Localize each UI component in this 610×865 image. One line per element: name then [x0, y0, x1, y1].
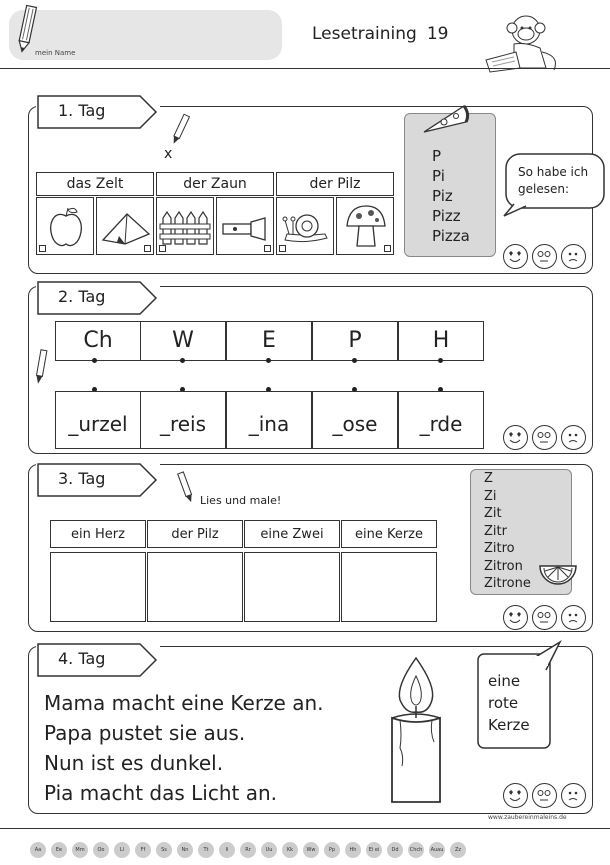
pencil-icon [33, 348, 49, 386]
day3-word-cell [341, 520, 437, 548]
drawing-box[interactable] [244, 552, 340, 622]
answer-checkbox[interactable] [279, 245, 286, 252]
pizza-icon [420, 102, 472, 138]
name-label: mein Name [35, 49, 76, 57]
day1-word-cell [276, 172, 394, 196]
footer-letter: Tt [198, 842, 214, 858]
footer-letter: Zz [450, 842, 466, 858]
picture-cell-fence[interactable] [156, 197, 214, 255]
word-ending: _reis [159, 412, 207, 436]
footer-letter: Auau [429, 842, 445, 858]
day4-tag [36, 640, 160, 680]
syllable: Zitr [484, 523, 507, 539]
syllable: Pizz [432, 207, 461, 225]
rating-love-face[interactable] [503, 783, 528, 808]
rating-neutral-face[interactable] [532, 425, 557, 450]
pencil-icon [170, 112, 190, 148]
bubble-word: Kerze [488, 716, 530, 734]
rating-neutral-face[interactable] [532, 244, 557, 269]
letter-cell [55, 321, 141, 361]
monkey-reading-illustration [476, 12, 566, 74]
footer-letter: Dd [387, 842, 403, 858]
answer-checkbox[interactable] [144, 245, 151, 252]
syllable: Zit [484, 506, 502, 521]
day3-word: der Pilz [171, 527, 219, 542]
day1-tag [36, 92, 160, 132]
syllable: Zi [484, 488, 497, 504]
rating-love-face[interactable] [503, 605, 528, 630]
day1-word: der Zaun [183, 176, 247, 192]
day3-word-cell [147, 520, 243, 548]
footer-letter: Mm [72, 842, 88, 858]
day1-word: das Zelt [66, 176, 124, 192]
letter: W [172, 328, 194, 353]
day3-tag [36, 460, 160, 500]
syllable: Piz [432, 187, 453, 205]
day2-tag [36, 278, 160, 318]
day4-tag-label: 4. Tag [58, 649, 106, 668]
footer-letter: Ll [114, 842, 130, 858]
title-number: 19 [426, 24, 449, 44]
bubble-word: eine [488, 672, 521, 690]
picture-cell-snail[interactable] [276, 197, 334, 255]
day3-word-cell [244, 520, 340, 548]
ending-cell [226, 391, 312, 449]
footer-letter: Chch [408, 842, 424, 858]
page-title [312, 24, 448, 44]
footer-letter: Rr [240, 842, 256, 858]
answer-checkbox[interactable] [159, 245, 166, 252]
letter-cell [140, 321, 226, 361]
picture-cell-flashlight[interactable] [216, 197, 274, 255]
picture-cell-apple[interactable] [36, 197, 94, 255]
bubble-word: rote [488, 694, 519, 712]
letter-cell [398, 321, 484, 361]
letter: H [432, 328, 450, 353]
footer-letter: Ss [156, 842, 172, 858]
drawing-box[interactable] [50, 552, 146, 622]
letter: P [348, 328, 362, 353]
day3-instruction: Lies und male! [200, 494, 282, 507]
credit-link[interactable]: www.zaubereinmaleins.de [488, 814, 567, 821]
ending-cell [398, 391, 484, 449]
answer-checkbox[interactable] [384, 245, 391, 252]
pencil-icon [176, 470, 196, 506]
name-field[interactable] [9, 10, 282, 60]
day3-tag-label: 3. Tag [58, 469, 106, 488]
ending-cell [55, 391, 141, 449]
footer-letter: Ww [303, 842, 319, 858]
picture-cell-tent[interactable] [96, 197, 154, 255]
rating-sad-face[interactable] [561, 783, 586, 808]
syllable: Z [484, 471, 493, 486]
ending-cell [312, 391, 398, 449]
day3-word: eine Zwei [260, 527, 324, 542]
connect-dot[interactable] [352, 358, 357, 363]
footer-letter: Ee [51, 842, 67, 858]
syllable: Pizza [432, 227, 470, 245]
footer-letter: Ii [219, 842, 235, 858]
day3-word: eine Kerze [354, 527, 424, 542]
day3-syllables [484, 470, 531, 593]
footer-letter: Aa [30, 842, 46, 858]
day2-tag-label: 2. Tag [58, 287, 106, 306]
picture-cell-mushroom[interactable] [336, 197, 394, 255]
rating-love-face[interactable] [503, 244, 528, 269]
syllable: P [432, 147, 442, 165]
day3-word: ein Herz [71, 527, 125, 542]
word-ending: _ose [332, 412, 378, 436]
pencil-icon [13, 2, 41, 54]
rating-sad-face[interactable] [561, 425, 586, 450]
reading-line: Pia macht das Licht an. [44, 781, 277, 805]
connect-dot[interactable] [266, 358, 271, 363]
speech-bubble-text: So habe ich gelesen: [518, 165, 589, 196]
day1-word-cell [156, 172, 274, 196]
footer-divider [0, 828, 610, 829]
letter: Ch [83, 328, 113, 353]
syllable: Pi [432, 167, 445, 185]
header-divider [0, 68, 610, 69]
footer-letter: Nn [177, 842, 193, 858]
rating-neutral-face[interactable] [532, 605, 557, 630]
footer-letter: Kk [282, 842, 298, 858]
letter-cell [312, 321, 398, 361]
day4-reading-text [44, 688, 324, 808]
drawing-box[interactable] [341, 552, 437, 622]
footer-letter: Hh [345, 842, 361, 858]
day1-syllables [432, 146, 470, 246]
rating-neutral-face[interactable] [532, 783, 557, 808]
day1-word-cell [36, 172, 154, 196]
ending-cell [140, 391, 226, 449]
connect-dot[interactable] [180, 358, 185, 363]
title-text: Lesetraining [312, 24, 417, 44]
reading-line: Nun ist es dunkel. [44, 751, 224, 775]
footer-letter: Oo [93, 842, 109, 858]
footer-letter: Ff [135, 842, 151, 858]
syllable: Zitrone [484, 576, 531, 591]
letter-cell [226, 321, 312, 361]
reading-line: Mama macht eine Kerze an. [44, 691, 324, 715]
rating-love-face[interactable] [503, 425, 528, 450]
drawing-box[interactable] [147, 552, 243, 622]
syllable: Zitro [484, 541, 515, 556]
candle-illustration [370, 656, 466, 808]
connect-dot[interactable] [92, 358, 97, 363]
answer-checkbox[interactable] [264, 245, 271, 252]
rating-sad-face[interactable] [561, 605, 586, 630]
footer-letter: Pp [324, 842, 340, 858]
letter: E [262, 328, 276, 353]
word-ending: _rde [419, 412, 463, 436]
word-ending: _urzel [68, 412, 128, 436]
answer-checkbox[interactable] [39, 245, 46, 252]
connect-dot[interactable] [438, 358, 443, 363]
day4-bubble-text [488, 670, 530, 736]
footer-letter: Uu [261, 842, 277, 858]
rating-sad-face[interactable] [561, 244, 586, 269]
lemon-slice-icon [538, 562, 578, 586]
syllable: Zitron [484, 558, 523, 574]
day1-tag-label: 1. Tag [58, 101, 106, 120]
reading-line: Papa pustet sie aus. [44, 721, 246, 745]
footer-letter-strip [30, 842, 470, 860]
word-ending: _ina [248, 412, 290, 436]
day3-word-cell [50, 520, 146, 548]
footer-letter: Ei ei [366, 842, 382, 858]
day1-mark: x [164, 146, 173, 162]
day1-word: der Pilz [309, 176, 361, 192]
